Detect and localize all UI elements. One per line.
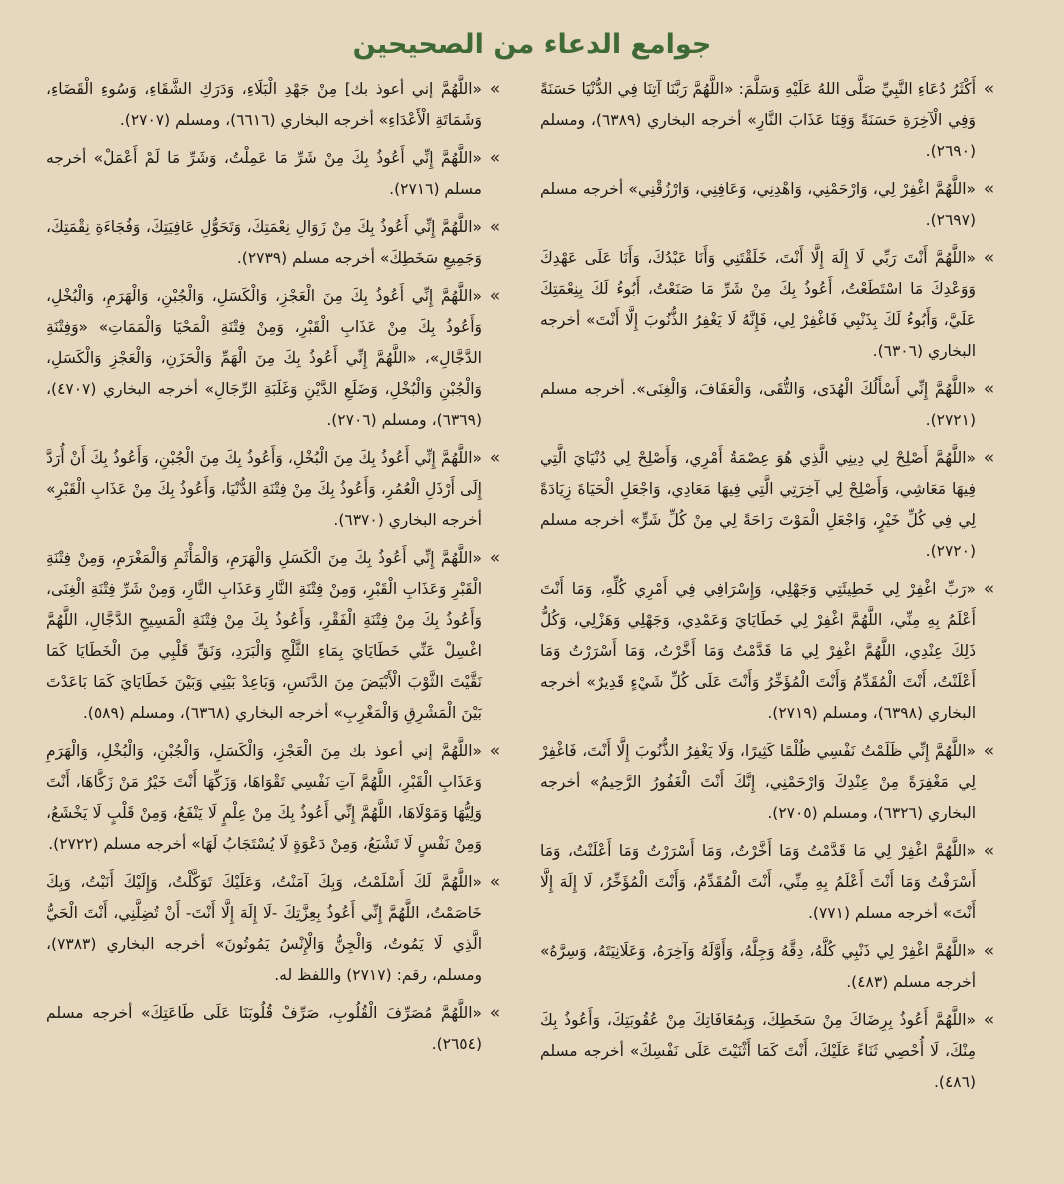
dua-item <box>46 543 508 729</box>
dua-text: «رَبِّ اغْفِرْ لِي خَطِيئَتِي وَجَهْلِي، وَإِسْرَافِي فِي أَمْرِي كُلِّهِ، وَمَا أَنْتَ أَعْلَمُ بِهِ مِنِّي، اللَّهُمَّ اغْفِرْ لِي خَطَايَايَ وَعَمْدِي، وَجَهْلِي وَهَزْلِي، وَكُلُّ ذَلِكَ عِنْدِي، اللَّهُمَّ اغْفِرْ لِي مَا قَدَّمْتُ وَمَا أَخَّرْتُ، وَمَا أَسْرَرْتُ وَمَا أَعْلَنْتُ، أَنْتَ الْمُقَدِّمُ وَأَنْتَ الْمُؤَخِّرُ وَأَنْتَ عَلَى كُلِّ شَيْءٍ قَدِيرٌ» أخرجه البخاري (٦٣٩٨)، ومسلم (٢٧١٩). <box>540 580 976 722</box>
dua-text: أَكْثَرُ دُعَاءِ النَّبِيِّ صَلَّى اللهُ عَلَيْهِ وَسَلَّمَ: «اللَّهُمَّ رَبَّنَا آتِنَا فِي الدُّنْيَا حَسَنَةً وَفِي الْآخِرَةِ حَسَنَةً وَقِنَا عَذَابَ النَّارِ» أخرجه البخاري (٦٣٨٩)، ومسلم (٢٦٩٠). <box>540 80 976 160</box>
bullet-mark: » <box>983 379 995 399</box>
dua-item <box>46 867 508 991</box>
dua-item <box>46 998 508 1060</box>
bullet-mark: » <box>983 941 995 961</box>
bullet-mark: » <box>489 448 501 468</box>
dua-item <box>46 443 508 536</box>
bullet-mark: » <box>489 286 501 306</box>
dua-text: «اللَّهُمَّ إِنِّي أَعُوذُ بِكَ مِنْ زَوَالِ نِعْمَتِكَ، وَتَحَوُّلِ عَافِيَتِكَ، وَفُجَاءَةِ نِقْمَتِكَ، وَجَمِيعِ سَخَطِكَ» أخرجه مسلم (٢٧٣٩). <box>46 218 482 267</box>
dua-text: «اللَّهُمَّ لَكَ أَسْلَمْتُ، وَبِكَ آمَنْتُ، وَعَلَيْكَ تَوَكَّلْتُ، وَإِلَيْكَ أَنَبْتُ، وَبِكَ خَاصَمْتُ، اللَّهُمَّ إِنِّي أَعُوذُ بِعِزَّتِكَ -لَا إِلَهَ إِلَّا أَنْتَ- أَنْ تُضِلَّنِي، أَنْتَ الْحَيُّ الَّذِي لَا يَمُوتُ، وَالْجِنُّ وَالْإِنْسُ يَمُوتُونَ» أخرجه البخاري (٧٣٨٣)، ومسلم، رقم: (٢٧١٧) واللفظ له. <box>46 873 482 984</box>
dua-text: «اللَّهُمَّ اغْفِرْ لِي، وَارْحَمْنِي، وَاهْدِنِي، وَعَافِنِي، وَارْزُقْنِي» أخرجه مسلم (٢٦٩٧). <box>540 180 976 229</box>
bullet-mark: » <box>983 248 995 268</box>
bullet-mark: » <box>983 79 995 99</box>
bullet-mark: » <box>489 79 501 99</box>
dua-item <box>46 281 508 436</box>
bullet-mark: » <box>983 1010 995 1030</box>
dua-text: «اللَّهُمَّ أَصْلِحْ لِي دِينِي الَّذِي هُوَ عِصْمَةُ أَمْرِي، وَأَصْلِحْ لِي دُنْيَايَ الَّتِي فِيهَا مَعَاشِي، وَأَصْلِحْ لِي آخِرَتِي الَّتِي فِيهَا مَعَادِي، وَاجْعَلِ الْحَيَاةَ زِيَادَةً لِي فِي كُلِّ خَيْرٍ، وَاجْعَلِ الْمَوْتَ رَاحَةً لِي مِنْ كُلِّ شَرٍّ» أخرجه مسلم (٢٧٢٠). <box>540 449 976 560</box>
dua-item <box>540 443 1002 567</box>
dua-text: «اللَّهُمَّ إِنِّي أَسْأَلُكَ الْهُدَى، وَالتُّقَى، وَالْعَفَافَ، وَالْغِنَى». أخرجه مسلم (٢٧٢١). <box>540 380 976 429</box>
dua-text: «اللَّهُمَّ أَعُوذُ بِرِضَاكَ مِنْ سَخَطِكَ، وَبِمُعَافَاتِكَ مِنْ عُقُوبَتِكَ، وَأَعُوذُ بِكَ مِنْكَ، لَا أُحْصِي ثَنَاءً عَلَيْكَ، أَنْتَ كَمَا أَثْنَيْتَ عَلَى نَفْسِكَ» أخرجه مسلم (٤٨٦). <box>540 1011 976 1091</box>
dua-text: «اللَّهُمَّ إِنِّي أَعُوذُ بِكَ مِنَ الْبُخْلِ، وَأَعُوذُ بِكَ مِنَ الْجُبْنِ، وَأَعُوذُ بِكَ أَنْ أُرَدَّ إِلَى أَرْذَلِ الْعُمُرِ، وَأَعُوذُ بِكَ مِنْ فِتْنَةِ الدُّنْيَا، وَأَعُوذُ بِكَ مِنْ عَذَابِ الْقَبْرِ» أخرجه البخاري (٦٣٧٠). <box>46 449 482 529</box>
right-column <box>540 74 1002 1098</box>
dua-text: «اللَّهُمَّ إِنِّي أَعُوذُ بِكَ مِنَ الْكَسَلِ وَالْهَرَمِ، وَالْمَأْثَمِ وَالْمَغْرَمِ، وَمِنْ فِتْنَةِ الْقَبْرِ وَعَذَابِ الْقَبْرِ، وَمِنْ فِتْنَةِ النَّارِ وَعَذَابِ النَّارِ، وَمِنْ شَرِّ فِتْنَةِ الْغِنَى، وَأَعُوذُ بِكَ مِنْ فِتْنَةِ الْفَقْرِ، وَأَعُوذُ بِكَ مِنْ فِتْنَةِ الْمَسِيحِ الدَّجَّالِ، اللَّهُمَّ اغْسِلْ عَنِّي خَطَايَايَ بِمَاءِ الثَّلْجِ وَالْبَرَدِ، وَنَقِّ قَلْبِي مِنَ الْخَطَايَا كَمَا نَقَّيْتَ الثَّوْبَ الْأَبْيَضَ مِنَ الدَّنَسِ، وَبَاعِدْ بَيْنِي وَبَيْنَ خَطَايَايَ كَمَا بَاعَدْتَ بَيْنَ الْمَشْرِقِ وَالْمَغْرِبِ» أخرجه البخاري (٦٣٦٨)، ومسلم (٥٨٩). <box>46 549 482 722</box>
bullet-mark: » <box>489 741 501 761</box>
dua-item <box>540 74 1002 167</box>
bullet-mark: » <box>983 579 995 599</box>
bullet-mark: » <box>983 741 995 761</box>
dua-text: «اللَّهُمَّ مُصَرِّفَ الْقُلُوبِ، صَرِّفْ قُلُوبَنَا عَلَى طَاعَتِكَ» أخرجه مسلم (٢٦٥٤). <box>46 1004 482 1053</box>
bullet-mark: » <box>983 841 995 861</box>
dua-item <box>540 174 1002 236</box>
page-title: جوامع الدعاء من الصحيحين <box>352 29 712 60</box>
dua-item <box>540 1005 1002 1098</box>
dua-text: «اللَّهُمَّ إِنِّي ظَلَمْتُ نَفْسِي ظُلْمًا كَثِيرًا، وَلَا يَغْفِرُ الذُّنُوبَ إِلَّا أَنْتَ، فَاغْفِرْ لِي مَغْفِرَةً مِنْ عِنْدِكَ وَارْحَمْنِي، إِنَّكَ أَنْتَ الْغَفُورُ الرَّحِيمُ» أخرجه البخاري (٦٣٢٦)، ومسلم (٢٧٠٥). <box>540 742 976 822</box>
dua-item <box>46 143 508 205</box>
dua-text: «اللَّهُمَّ إني أعوذ بك] مِنْ جَهْدِ الْبَلَاءِ، وَدَرَكِ الشَّقَاءِ، وَسُوءِ الْقَضَاءِ، وَشَمَاتَةِ الْأَعْدَاءِ» أخرجه البخاري (٦٦١٦)، ومسلم (٢٧٠٧). <box>46 80 482 129</box>
dua-text: «اللَّهُمَّ إِنِّي أَعُوذُ بِكَ مِنْ شَرِّ مَا عَمِلْتُ، وَشَرِّ مَا لَمْ أَعْمَلْ» أخرجه مسلم (٢٧١٦). <box>46 149 482 198</box>
dua-item <box>540 574 1002 729</box>
bullet-mark: » <box>489 548 501 568</box>
bullet-mark: » <box>983 179 995 199</box>
dua-text: «اللَّهُمَّ اغْفِرْ لِي ذَنْبِي كُلَّهُ، دِقَّهُ وَجِلَّهُ، وَأَوَّلَهُ وَآخِرَهُ، وَعَلَانِيَتَهُ، وَسِرَّهُ» أخرجه مسلم (٤٨٣). <box>540 942 976 991</box>
bullet-mark: » <box>489 217 501 237</box>
bullet-mark: » <box>489 148 501 168</box>
bullet-mark: » <box>489 1003 501 1023</box>
dua-text: «اللَّهُمَّ أَنْتَ رَبِّي لَا إِلَهَ إِلَّا أَنْتَ، خَلَقْتَنِي وَأَنَا عَبْدُكَ، وَأَنَا عَلَى عَهْدِكَ وَوَعْدِكَ مَا اسْتَطَعْتُ، أَعُوذُ بِكَ مِنْ شَرِّ مَا صَنَعْتُ، أَبُوءُ لَكَ بِنِعْمَتِكَ عَلَيَّ، وَأَبُوءُ لَكَ بِذَنْبِي فَاغْفِرْ لِي، فَإِنَّهُ لَا يَغْفِرُ الذُّنُوبَ إِلَّا أَنْتَ» أخرجه البخاري (٦٣٠٦). <box>540 249 976 360</box>
dua-item <box>46 212 508 274</box>
dua-text: «اللَّهُمَّ إني أعوذ بك مِنَ الْعَجْزِ، وَالْكَسَلِ، وَالْجُبْنِ، وَالْبُخْلِ، وَالْهَرَمِ وَعَذَابِ الْقَبْرِ، اللَّهُمَّ آتِ نَفْسِي تَقْوَاهَا، وَزَكِّهَا أَنْتَ خَيْرُ مَنْ زَكَّاهَا، أَنْتَ وَلِيُّهَا وَمَوْلَاهَا، اللَّهُمَّ إِنِّي أَعُوذُ بِكَ مِنْ عِلْمٍ لَا يَنْفَعُ، وَمِنْ قَلْبٍ لَا يَخْشَعُ، وَمِنْ نَفْسٍ لَا تَشْبَعُ، وَمِنْ دَعْوَةٍ لَا يُسْتَجَابُ لَهَا» أخرجه مسلم (٢٧٢٢). <box>46 742 482 853</box>
dua-item <box>46 74 508 136</box>
dua-item <box>46 736 508 860</box>
dua-item <box>540 936 1002 998</box>
dua-item <box>540 374 1002 436</box>
dua-item <box>540 836 1002 929</box>
bullet-mark: » <box>983 448 995 468</box>
dua-item <box>540 243 1002 367</box>
bullet-mark: » <box>489 872 501 892</box>
dua-item <box>540 736 1002 829</box>
dua-text: «اللَّهُمَّ إِنِّي أَعُوذُ بِكَ مِنَ الْعَجْزِ، وَالْكَسَلِ، وَالْجُبْنِ، وَالْهَرَمِ، وَالْبُخْلِ، وَأَعُوذُ بِكَ مِنْ عَذَابِ الْقَبْرِ، وَمِنْ فِتْنَةِ الْمَحْيَا وَالْمَمَاتِ» «وَفِتْنَةِ الدَّجَّالِ»، «اللَّهُمَّ إِنِّي أَعُوذُ بِكَ مِنَ الْهَمِّ وَالْحَزَنِ، وَالْعَجْزِ وَالْكَسَلِ، وَالْجُبْنِ وَالْبُخْلِ، وَضَلَعِ الدَّيْنِ وَغَلَبَةِ الرِّجَالِ» أخرجه البخاري (٤٧٠٧)، (٦٣٦٩)، ومسلم (٢٧٠٦). <box>46 287 482 429</box>
dua-text: «اللَّهُمَّ اغْفِرْ لِي مَا قَدَّمْتُ وَمَا أَخَّرْتُ، وَمَا أَسْرَرْتُ وَمَا أَعْلَنْتُ، وَمَا أَسْرَفْتُ وَمَا أَنْتَ أَعْلَمُ بِهِ مِنِّي، أَنْتَ الْمُقَدِّمُ، وَأَنْتَ الْمُؤَخِّرُ، لَا إِلَهَ إِلَّا أَنْتَ» أخرجه مسلم (٧٧١). <box>540 842 976 922</box>
left-column <box>46 74 508 1060</box>
